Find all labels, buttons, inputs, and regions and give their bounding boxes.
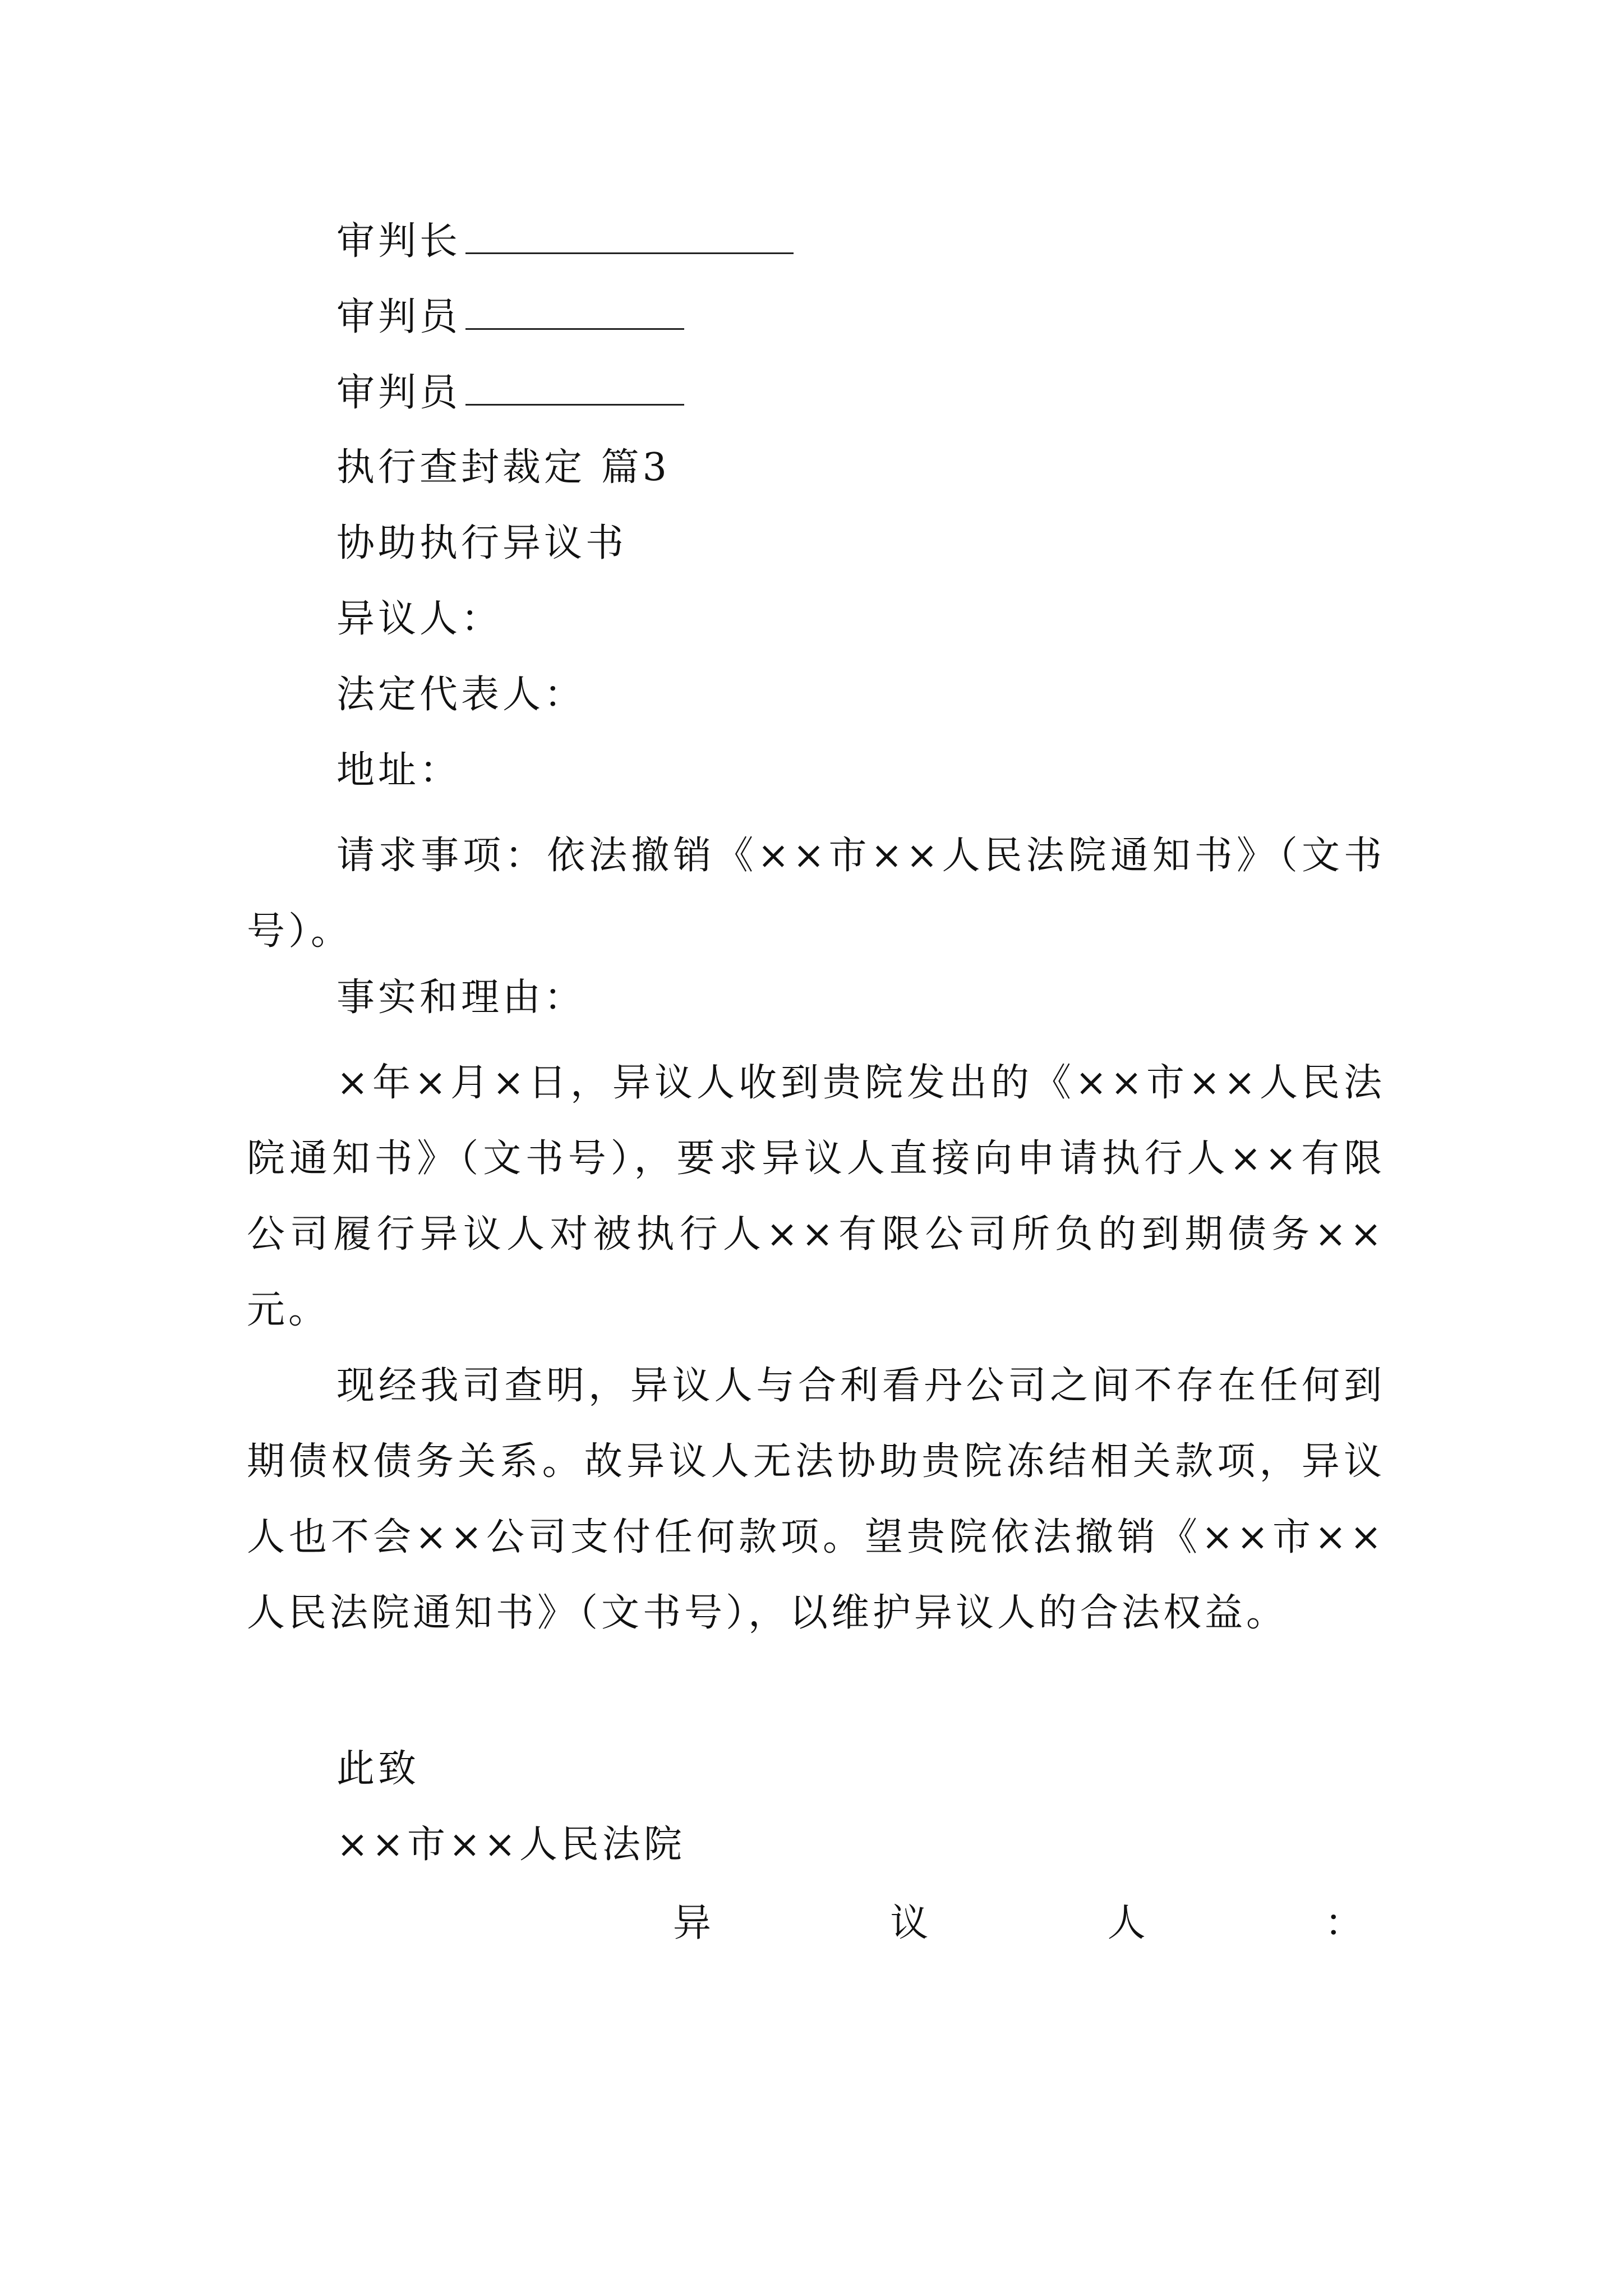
chief-judge-blank bbox=[465, 222, 794, 254]
addressee: ××市××人民法院 bbox=[336, 1823, 685, 1867]
address-field: 地址： bbox=[336, 748, 462, 793]
facts-paragraph-1: ×年×月×日，异议人收到贵院发出的《××市××人民法院通知书》（文书号），要求异议人直接向申请执行人××有限公司履行异议人对被执行人××有限公司所负的到期债务××元。 bbox=[247, 1061, 1385, 1332]
signature-char-1: 异 bbox=[673, 1901, 712, 1945]
document-title: 协助执行异议书 bbox=[336, 521, 628, 565]
legal-rep-field: 法定代表人： bbox=[336, 673, 586, 717]
chief-judge-line bbox=[336, 219, 794, 264]
signature-char-4: ： bbox=[1324, 1901, 1363, 1945]
objector-signature-line bbox=[673, 1901, 1363, 1945]
signature-char-3: 人 bbox=[1107, 1901, 1146, 1945]
signature-char-2: 议 bbox=[890, 1901, 929, 1945]
facts-heading: 事实和理由： bbox=[336, 976, 586, 1020]
objector-field: 异议人： bbox=[336, 597, 503, 641]
judge-2-line bbox=[336, 371, 684, 415]
section-heading: 执行查封裁定 篇3 bbox=[336, 445, 670, 490]
judge-1-line bbox=[336, 297, 684, 337]
request-paragraph: 请求事项：依法撤销《××市××人民法院通知书》（文书号）。 bbox=[247, 834, 1385, 954]
judge-1-label: 审判员 bbox=[336, 295, 462, 339]
closing: 此致 bbox=[336, 1747, 420, 1791]
facts-paragraph-2: 现经我司查明，异议人与合利看丹公司之间不存在任何到期债权债务关系。故异议人无法协助贵院冻结相关款项，异议人也不会××公司支付任何款项。望贵院依法撤销《××市××人民法院通知书》（文书号），以维护异议人的合法权益。 bbox=[247, 1364, 1385, 1635]
judge-2-blank bbox=[465, 373, 684, 406]
judge-1-blank bbox=[465, 297, 684, 330]
judge-2-label: 审判员 bbox=[336, 371, 462, 415]
chief-judge-label: 审判长 bbox=[336, 219, 462, 264]
